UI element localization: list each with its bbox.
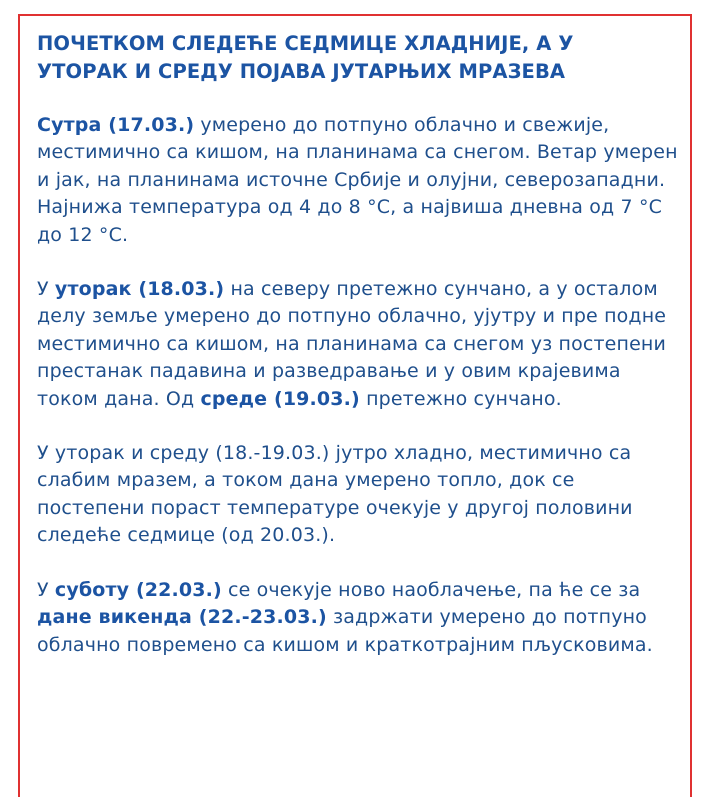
- paragraph-text: претежно сунчано.: [359, 387, 562, 410]
- title-line-1: ПОЧЕТКОМ СЛЕДЕЋЕ СЕДМИЦЕ ХЛАДНИЈЕ, А У: [37, 32, 574, 55]
- paragraph-text: У: [37, 578, 55, 601]
- paragraph-text: умерено до потпуно облачно и свежије, местимично са кишом, на планинама са снегом. Ветар умерен и јак, на планинама источне Србије и олујни, северозападни. Најнижа температура од 4 до 8 °C, а највиша дневна од 7 °C до 12 °C.: [37, 114, 678, 246]
- date-highlight: Сутра (17.03.): [37, 114, 195, 136]
- paragraph-text: У уторак и среду (18.-19.03.) јутро хладно, местимично са слабим мразем, а током дана умерено топло, док се постепени пораст температуре очекује у другој половини следеће седмице (од 20.03.).: [37, 442, 633, 547]
- forecast-paragraph-weekend: [37, 577, 687, 659]
- date-highlight: суботу (22.03.): [54, 578, 222, 601]
- paragraph-text: на северу претежно сунчано, а у осталом делу земље умерено до потпуно облачно, ујутру и пре подне местимично са кишом, на планинама са снегом уз постепени престанак падавина и разведравање и у овим крајевима током дана. Од: [37, 278, 667, 410]
- date-highlight: уторак (18.03.): [54, 278, 225, 301]
- forecast-paragraph-frost: [37, 440, 687, 550]
- date-highlight: среде (19.03.): [200, 387, 360, 410]
- title-line-2: УТОРАК И СРЕДУ ПОЈАВА ЈУТАРЊИХ МРАЗЕВА: [37, 60, 566, 83]
- paragraph-text: се очекује ново наоблачење, па ће се за: [221, 578, 641, 601]
- paragraph-text: У: [37, 278, 55, 301]
- forecast-paragraph-tomorrow: [37, 112, 687, 249]
- date-highlight: дане викенда (22.-23.03.): [37, 606, 327, 629]
- article-content: [37, 30, 687, 659]
- forecast-paragraph-tuesday: [37, 276, 687, 413]
- paragraph-text: задржати умерено до потпуно облачно повремено са кишом и краткотрајним пљусковима.: [37, 606, 653, 656]
- article-title: [37, 30, 687, 86]
